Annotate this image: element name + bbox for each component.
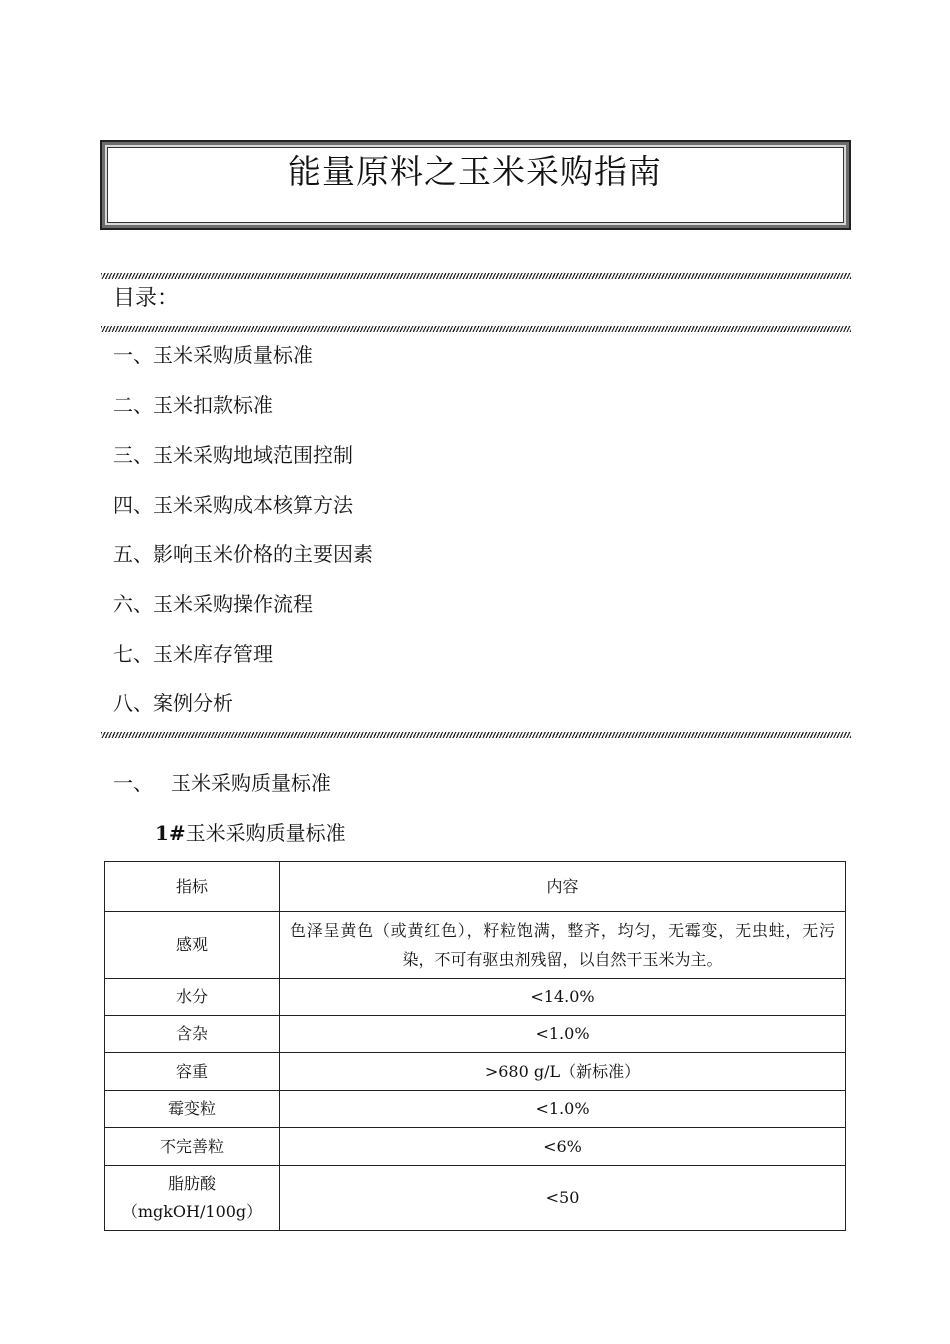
table-cell-label: 水分	[105, 979, 280, 1016]
table-cell-label: 感观	[105, 912, 280, 979]
toc-item: 二、玉米扣款标准	[113, 393, 273, 417]
sub-heading-prefix: 1#	[155, 821, 186, 845]
toc-item: 一、玉米采购质量标准	[113, 343, 313, 367]
divider-bottom	[101, 732, 851, 738]
section-heading	[113, 770, 331, 796]
table-header-row	[105, 862, 846, 912]
table-cell-label	[105, 1166, 280, 1231]
table-cell-label-line1: 脂肪酸	[167, 1174, 216, 1193]
sub-heading-title: 玉米采购质量标准	[185, 821, 346, 845]
toc-item: 七、玉米库存管理	[113, 642, 273, 666]
toc-item: 四、玉米采购成本核算方法	[113, 493, 353, 517]
table-cell-label: 霉变粒	[105, 1091, 280, 1128]
table-cell-value: 色泽呈黄色（或黄红色），籽粒饱满，整齐，均匀，无霉变，无虫蛀，无污染，不可有驱虫剂残留，以自然干玉米为主。	[280, 912, 846, 979]
document-title: 能量原料之玉米采购指南	[288, 152, 662, 191]
toc-item: 六、玉米采购操作流程	[113, 592, 313, 616]
section-title: 玉米采购质量标准	[171, 771, 331, 795]
table-cell-label: 含杂	[105, 1016, 280, 1053]
toc-item: 五、影响玉米价格的主要因素	[113, 542, 373, 566]
toc-heading: 目录：	[113, 286, 180, 311]
table-cell-value: <6%	[280, 1128, 846, 1166]
table-cell-value: <1.0%	[280, 1091, 846, 1128]
table-row	[105, 912, 846, 979]
table-cell-label-line2: （mgkOH/100g）	[121, 1202, 263, 1221]
table-cell-value: <1.0%	[280, 1016, 846, 1053]
table-header: 内容	[280, 862, 846, 912]
table-row	[105, 979, 846, 1016]
table-row	[105, 1091, 846, 1128]
sub-heading	[155, 820, 346, 846]
divider-top	[101, 273, 851, 279]
toc-item: 八、案例分析	[113, 691, 233, 715]
quality-standard-table	[104, 861, 846, 1231]
table-cell-label: 不完善粒	[105, 1128, 280, 1166]
toc-item: 三、玉米采购地域范围控制	[113, 443, 353, 467]
table-cell-value: <50	[280, 1166, 846, 1231]
divider-middle	[101, 326, 851, 332]
table-header: 指标	[105, 862, 280, 912]
table-cell-label: 容重	[105, 1053, 280, 1091]
table-row	[105, 1166, 846, 1231]
table-row	[105, 1016, 846, 1053]
table-row	[105, 1128, 846, 1166]
table-cell-value: >680 g/L（新标准）	[280, 1053, 846, 1091]
section-number: 一、	[113, 771, 153, 795]
table-row	[105, 1053, 846, 1091]
table-cell-value: <14.0%	[280, 979, 846, 1016]
